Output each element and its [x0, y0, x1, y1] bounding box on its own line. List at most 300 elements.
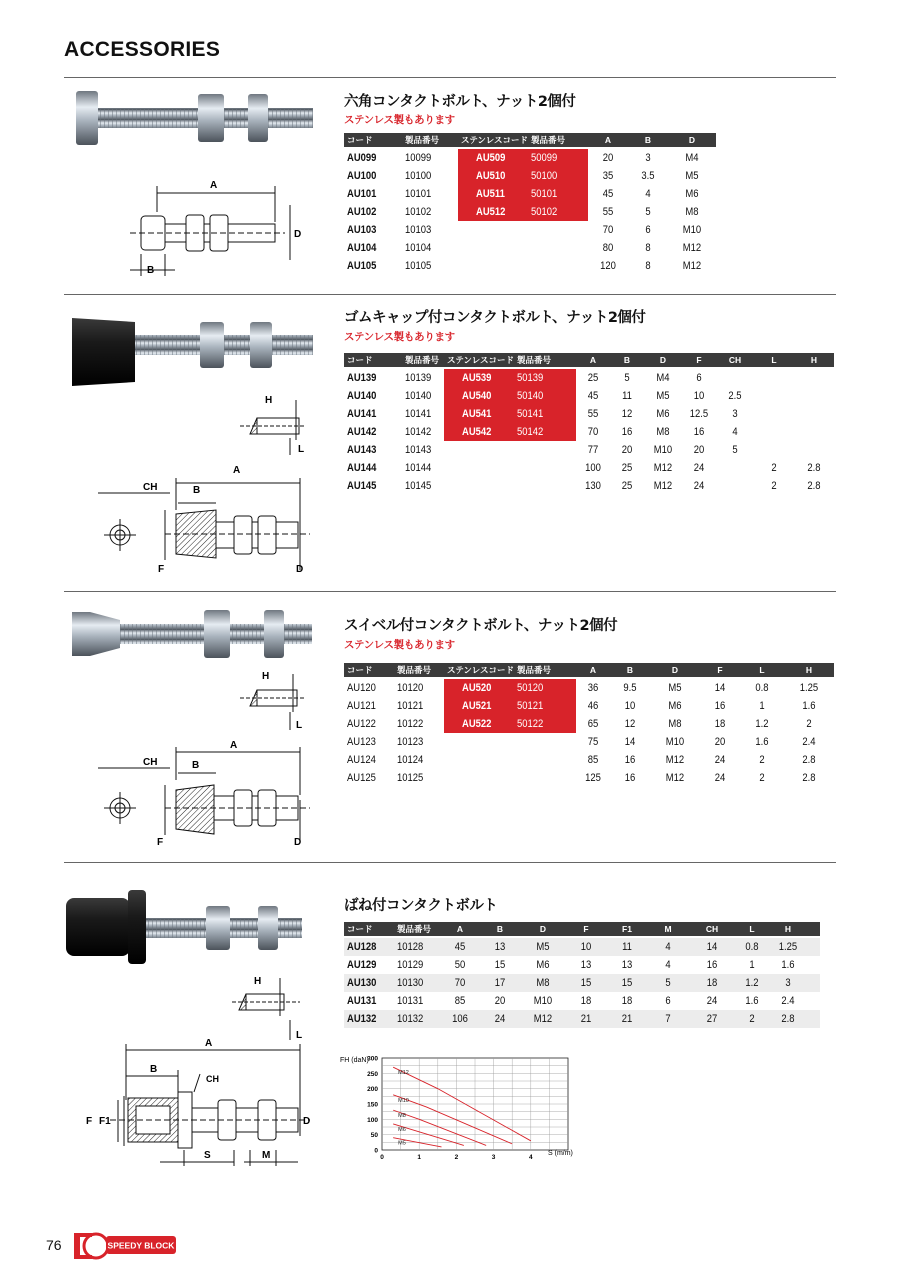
table-cell: M8 — [685, 206, 699, 218]
table-cell: 50102 — [531, 206, 558, 218]
table-cell: 2.8 — [807, 480, 821, 492]
table-row — [344, 257, 716, 275]
table-cell: M12 — [682, 242, 702, 254]
table-cell: 50142 — [517, 426, 544, 438]
table-cell: 10099 — [405, 152, 432, 164]
table-cell: 80 — [602, 242, 614, 254]
table-row — [344, 167, 716, 185]
table-cell: 10142 — [405, 426, 432, 438]
table-cell — [719, 459, 752, 477]
column-header: D — [659, 355, 667, 365]
table-cell: AU120 — [347, 682, 376, 694]
table-cell: M12 — [682, 260, 702, 272]
table-cell: 50122 — [517, 718, 544, 730]
table-cell: 1.2 — [755, 718, 769, 730]
table-cell: 1.2 — [745, 977, 759, 989]
table-cell: 14 — [624, 736, 636, 748]
table-cell: 10101 — [405, 188, 432, 200]
table-cell: M8 — [656, 426, 670, 438]
table-cell — [797, 405, 831, 423]
table-row — [344, 769, 834, 787]
table-cell: AU105 — [347, 260, 377, 272]
dim-label: F1 — [99, 1116, 111, 1127]
table-header — [344, 353, 834, 367]
table-cell: 3 — [645, 152, 651, 164]
table-cell: AU102 — [347, 206, 377, 218]
table-cell: 10145 — [405, 480, 432, 492]
chart-xtick: 2 — [454, 1154, 459, 1161]
table-row — [344, 679, 834, 697]
brand-name: SPEEDY BLOCK — [107, 1240, 175, 1251]
table-cell: 25 — [621, 462, 633, 474]
table-cell: AU510 — [476, 170, 506, 182]
column-header: A — [589, 665, 597, 675]
dim-label: CH — [143, 757, 158, 768]
table-row — [344, 974, 820, 992]
table-cell: AU140 — [347, 390, 377, 402]
dim-label: D — [294, 837, 302, 848]
table-cell: 7 — [665, 1013, 671, 1025]
table-cell: 10129 — [397, 959, 424, 971]
column-header: ステンレスコード — [461, 135, 528, 145]
table-cell: 36 — [587, 682, 599, 694]
section-title: スイベル付コンタクトボルト、ナット2個付 — [344, 618, 618, 634]
table-cell: M12 — [665, 754, 685, 766]
table-cell: AU124 — [347, 754, 376, 766]
table-cell: 10122 — [397, 718, 424, 730]
table-cell: AU540 — [462, 390, 492, 402]
table-cell: M6 — [668, 700, 682, 712]
dim-label: S — [204, 1150, 211, 1161]
table-cell: AU130 — [347, 977, 377, 989]
table-cell: 1 — [759, 700, 765, 712]
table-cell: 4 — [732, 426, 738, 438]
table-cell: 10 — [624, 700, 636, 712]
table-cell: 77 — [587, 444, 599, 456]
table-row — [344, 405, 834, 423]
table-row — [344, 938, 820, 956]
table-cell: 50120 — [517, 682, 544, 694]
table-cell: AU129 — [347, 959, 377, 971]
table-cell: 0.8 — [745, 941, 759, 953]
table-cell: AU511 — [476, 188, 505, 200]
column-header: D — [688, 135, 696, 145]
dim-label: L — [298, 444, 305, 455]
column-header: H — [805, 665, 813, 675]
column-header: CH — [705, 924, 719, 934]
table-cell — [719, 369, 752, 387]
dim-label: CH — [206, 1074, 219, 1084]
column-header: 製品番号 — [405, 135, 440, 145]
table-cell: AU142 — [347, 426, 377, 438]
table-cell: 18 — [714, 718, 726, 730]
table-cell: 10132 — [397, 1013, 424, 1025]
table-cell: 24 — [693, 480, 705, 492]
column-header: H — [810, 355, 818, 365]
table-cell: 85 — [587, 754, 599, 766]
table-cell: 2 — [759, 754, 765, 766]
table-cell: 50139 — [517, 372, 544, 384]
column-header: H — [784, 924, 792, 934]
table-cell: 15 — [494, 959, 506, 971]
table-cell: 25 — [587, 372, 599, 384]
table-cell: 100 — [585, 462, 601, 474]
rubber-cap-bolt-photo — [72, 318, 313, 386]
chart-ytick: 100 — [367, 1116, 378, 1124]
chart-ytick: 200 — [367, 1086, 378, 1094]
table-cell: 20 — [714, 736, 726, 748]
table-cell: 16 — [624, 754, 636, 766]
table-cell: M6 — [685, 188, 699, 200]
dim-label: A — [230, 740, 238, 751]
table-cell: 3 — [732, 408, 738, 420]
table-cell — [797, 423, 831, 441]
chart-series-label: M8 — [398, 1113, 406, 1120]
dim-label: A — [205, 1038, 213, 1049]
table-cell: 1.6 — [781, 959, 795, 971]
table-cell: 2 — [749, 1013, 755, 1025]
section-subtitle: ステンレス製もあります — [344, 639, 455, 651]
table-cell: 45 — [454, 941, 466, 953]
column-header: B — [644, 135, 652, 145]
table-cell: 55 — [587, 408, 599, 420]
table-cell: 5 — [665, 977, 671, 989]
column-header: コード — [347, 135, 373, 145]
table-cell: 24 — [693, 462, 705, 474]
table-cell: 70 — [602, 224, 614, 236]
table-cell: M12 — [533, 1013, 553, 1025]
table-cell — [797, 369, 831, 387]
table-cell: M8 — [536, 977, 550, 989]
table-cell: 13 — [621, 959, 633, 971]
table-cell — [797, 387, 831, 405]
table-cell: M5 — [685, 170, 699, 182]
dim-label: D — [296, 564, 304, 575]
table-cell: 9.5 — [623, 682, 637, 694]
chart-xtick: 0 — [380, 1154, 384, 1161]
table-cell: M12 — [653, 462, 673, 474]
table-header — [344, 133, 716, 147]
column-header: A — [604, 135, 612, 145]
table-cell: 106 — [452, 1013, 468, 1025]
table-cell: 46 — [587, 700, 599, 712]
table-cell: 50140 — [517, 390, 544, 402]
page-number: 76 — [46, 1237, 62, 1253]
dim-label: L — [296, 1030, 303, 1041]
table-cell: AU132 — [347, 1013, 377, 1025]
spring-bolt-drawing — [110, 978, 310, 1166]
column-header: D — [671, 665, 679, 675]
table-cell: 16 — [621, 426, 633, 438]
table-cell: 50100 — [531, 170, 558, 182]
rubber-cap-bolt-drawing — [98, 400, 310, 570]
table-cell: M12 — [665, 772, 685, 784]
divider — [64, 862, 836, 863]
column-header: コード — [347, 665, 373, 675]
table-cell: 35 — [602, 170, 614, 182]
table-cell: 2.8 — [802, 754, 816, 766]
chart-ytick: 250 — [367, 1070, 378, 1078]
table-cell: 20 — [693, 444, 705, 456]
table-cell: 50 — [454, 959, 466, 971]
dim-label: H — [262, 671, 270, 682]
table-cell: 6 — [696, 372, 702, 384]
table-cell: 10124 — [397, 754, 424, 766]
column-header: 製品番号 — [397, 665, 432, 675]
table-cell: 130 — [585, 480, 601, 492]
table-cell: AU104 — [347, 242, 377, 254]
chart-xtick: 4 — [528, 1154, 533, 1161]
table-cell: 1.6 — [745, 995, 759, 1007]
table-cell: AU145 — [347, 480, 377, 492]
dim-label: F — [86, 1116, 93, 1127]
chart-ylabel: FH (daN) — [340, 1057, 369, 1064]
table-cell: 75 — [587, 736, 599, 748]
table-cell: 2.8 — [802, 772, 816, 784]
table-cell: 21 — [580, 1013, 592, 1025]
table-cell: AU144 — [347, 462, 377, 474]
column-header: L — [759, 665, 765, 675]
table-cell: 6 — [665, 995, 671, 1007]
table-cell: AU512 — [476, 206, 506, 218]
table-cell: 25 — [621, 480, 633, 492]
table-row — [344, 1010, 820, 1028]
table-cell: M5 — [536, 941, 550, 953]
swivel-bolt-drawing — [98, 674, 310, 840]
table-cell: 2.8 — [807, 462, 821, 474]
table-cell: 4 — [645, 188, 651, 200]
column-header: A — [589, 355, 597, 365]
table-cell: M12 — [653, 480, 673, 492]
table-cell: AU121 — [347, 700, 376, 712]
dim-label: D — [303, 1116, 311, 1127]
dim-label: B — [193, 485, 201, 496]
table-cell: 13 — [580, 959, 592, 971]
table-cell: 5 — [645, 206, 651, 218]
table-cell: 2.8 — [781, 1013, 795, 1025]
table-cell: M5 — [656, 390, 670, 402]
table-cell: 18 — [580, 995, 592, 1007]
chart-ytick: 150 — [367, 1101, 378, 1109]
table-cell: 8 — [645, 260, 651, 272]
column-header: L — [749, 924, 755, 934]
table-row — [344, 459, 834, 477]
column-header: 製品番号 — [405, 355, 440, 365]
table-cell — [757, 405, 791, 423]
table-cell: 45 — [587, 390, 599, 402]
table-row — [344, 715, 834, 733]
table-cell: AU521 — [462, 700, 492, 712]
table-cell: 10144 — [405, 462, 432, 474]
table-cell: M6 — [536, 959, 550, 971]
chart-ytick: 300 — [367, 1055, 378, 1063]
table-cell: 14 — [714, 682, 726, 694]
column-header: M — [664, 924, 672, 934]
table-cell: 1.6 — [755, 736, 769, 748]
table-cell: 3.5 — [641, 170, 655, 182]
chart-series-label: M5 — [398, 1140, 406, 1147]
table-cell: 10 — [580, 941, 592, 953]
table-cell: AU522 — [462, 718, 492, 730]
table-cell: 1 — [749, 959, 755, 971]
section-title: ばね付コンタクトボルト — [344, 898, 498, 914]
table-row — [344, 697, 834, 715]
column-header: 製品番号 — [531, 135, 566, 145]
table-cell: AU541 — [462, 408, 492, 420]
chart-xtick: 3 — [491, 1154, 496, 1161]
table-cell: 16 — [706, 959, 718, 971]
table-row — [344, 956, 820, 974]
table-cell: 120 — [600, 260, 616, 272]
table-cell: M10 — [653, 444, 673, 456]
dim-label: B — [147, 265, 155, 276]
table-cell: 1.6 — [802, 700, 816, 712]
chart-series-label: M10 — [398, 1097, 409, 1104]
table-cell: 16 — [714, 700, 726, 712]
dim-label: B — [192, 760, 200, 771]
chart-ytick: 50 — [370, 1132, 378, 1140]
dim-label: A — [233, 465, 241, 476]
table-cell: 10100 — [405, 170, 432, 182]
table-cell: 11 — [622, 941, 632, 953]
hex-bolt-photo — [76, 91, 313, 145]
table-cell: 4 — [665, 941, 671, 953]
table-cell — [757, 387, 791, 405]
table-cell: M10 — [533, 995, 553, 1007]
table-cell — [757, 423, 791, 441]
table-cell: 10143 — [405, 444, 432, 456]
column-header: L — [771, 355, 777, 365]
table-cell: 5 — [624, 372, 630, 384]
table-cell: 21 — [621, 1013, 633, 1025]
table-cell: AU141 — [347, 408, 377, 420]
table-cell: 2 — [771, 462, 777, 474]
table-cell: M6 — [656, 408, 670, 420]
table-cell: AU103 — [347, 224, 377, 236]
table-cell: AU099 — [347, 152, 377, 164]
table-cell: AU122 — [347, 718, 376, 730]
table-cell: 27 — [706, 1013, 718, 1025]
table-cell — [757, 441, 791, 459]
section-title: 六角コンタクトボルト、ナット2個付 — [344, 94, 576, 110]
table-cell: 1.25 — [799, 682, 819, 694]
column-header: F — [696, 355, 702, 365]
table-cell: 10125 — [397, 772, 424, 784]
column-header: F — [583, 924, 589, 934]
table-cell: AU100 — [347, 170, 377, 182]
table-cell: 20 — [602, 152, 614, 164]
table-cell: AU131 — [347, 995, 377, 1007]
column-header: コード — [347, 924, 373, 934]
column-header: B — [623, 355, 631, 365]
table-cell: 10139 — [405, 372, 432, 384]
table-row — [344, 239, 716, 257]
dim-label: L — [296, 720, 303, 731]
dim-label: H — [265, 395, 273, 406]
table-cell: 10141 — [405, 408, 432, 420]
table-cell: 10140 — [405, 390, 432, 402]
column-header: CH — [728, 355, 742, 365]
column-header: コード — [347, 355, 373, 365]
column-header: A — [456, 924, 464, 934]
table-cell: M8 — [668, 718, 682, 730]
table-cell: 14 — [706, 941, 718, 953]
table-row — [344, 387, 834, 405]
table-cell: 55 — [602, 206, 614, 218]
column-header: ステンレスコード — [447, 665, 514, 675]
table-cell: 24 — [714, 772, 726, 784]
table-cell: 70 — [587, 426, 599, 438]
table-cell: 10121 — [397, 700, 424, 712]
table-row — [344, 203, 716, 221]
dim-label: F — [157, 837, 164, 848]
section-subtitle: ステンレス製もあります — [344, 114, 455, 126]
table-cell — [757, 369, 791, 387]
table-cell: 12 — [624, 718, 636, 730]
table-cell: 11 — [622, 390, 632, 402]
table-cell: 18 — [621, 995, 633, 1007]
chart-xlabel: S (m/m) — [548, 1150, 573, 1157]
table-row — [344, 423, 834, 441]
table-cell: 50121 — [517, 700, 544, 712]
table-cell: 50099 — [531, 152, 558, 164]
force-chart — [336, 1050, 586, 1170]
dim-label: CH — [143, 482, 158, 493]
table-cell — [719, 477, 752, 495]
table-cell: 24 — [714, 754, 726, 766]
table-cell: 2 — [771, 480, 777, 492]
table-row — [344, 149, 716, 167]
table-cell: 10130 — [397, 977, 424, 989]
dim-label: M — [262, 1150, 271, 1161]
table-cell: 16 — [624, 772, 636, 784]
table-cell: 17 — [494, 977, 506, 989]
dim-label: D — [294, 229, 302, 240]
table-row — [344, 733, 834, 751]
table-cell: 2.4 — [781, 995, 795, 1007]
dim-label: H — [254, 976, 262, 987]
table-cell: 10104 — [405, 242, 432, 254]
table-row — [344, 441, 834, 459]
chart-ytick: 0 — [374, 1147, 378, 1155]
page-title: ACCESSORIES — [64, 38, 221, 61]
table-row — [344, 992, 820, 1010]
table-cell: 10105 — [405, 260, 432, 272]
column-header: B — [496, 924, 504, 934]
table-cell: 3 — [785, 977, 791, 989]
table-cell: 20 — [621, 444, 633, 456]
table-cell: M10 — [682, 224, 702, 236]
table-cell: 2 — [759, 772, 765, 784]
table-cell: 16 — [693, 426, 705, 438]
table-cell: AU143 — [347, 444, 377, 456]
hex-bolt-drawing — [130, 186, 290, 276]
table-cell: AU101 — [347, 188, 377, 200]
dim-label: F — [158, 564, 165, 575]
table-cell: 12.5 — [689, 408, 709, 420]
table-cell: 50101 — [531, 188, 558, 200]
column-header: 製品番号 — [397, 924, 432, 934]
table-cell: 10131 — [397, 995, 424, 1007]
table-cell: 12 — [621, 408, 633, 420]
divider — [64, 294, 836, 295]
table-cell: 2.5 — [728, 390, 742, 402]
table-cell: M4 — [685, 152, 699, 164]
table-cell: 5 — [732, 444, 738, 456]
table-cell: 18 — [706, 977, 718, 989]
table-cell: 2.4 — [802, 736, 816, 748]
dim-label: B — [150, 1064, 158, 1075]
